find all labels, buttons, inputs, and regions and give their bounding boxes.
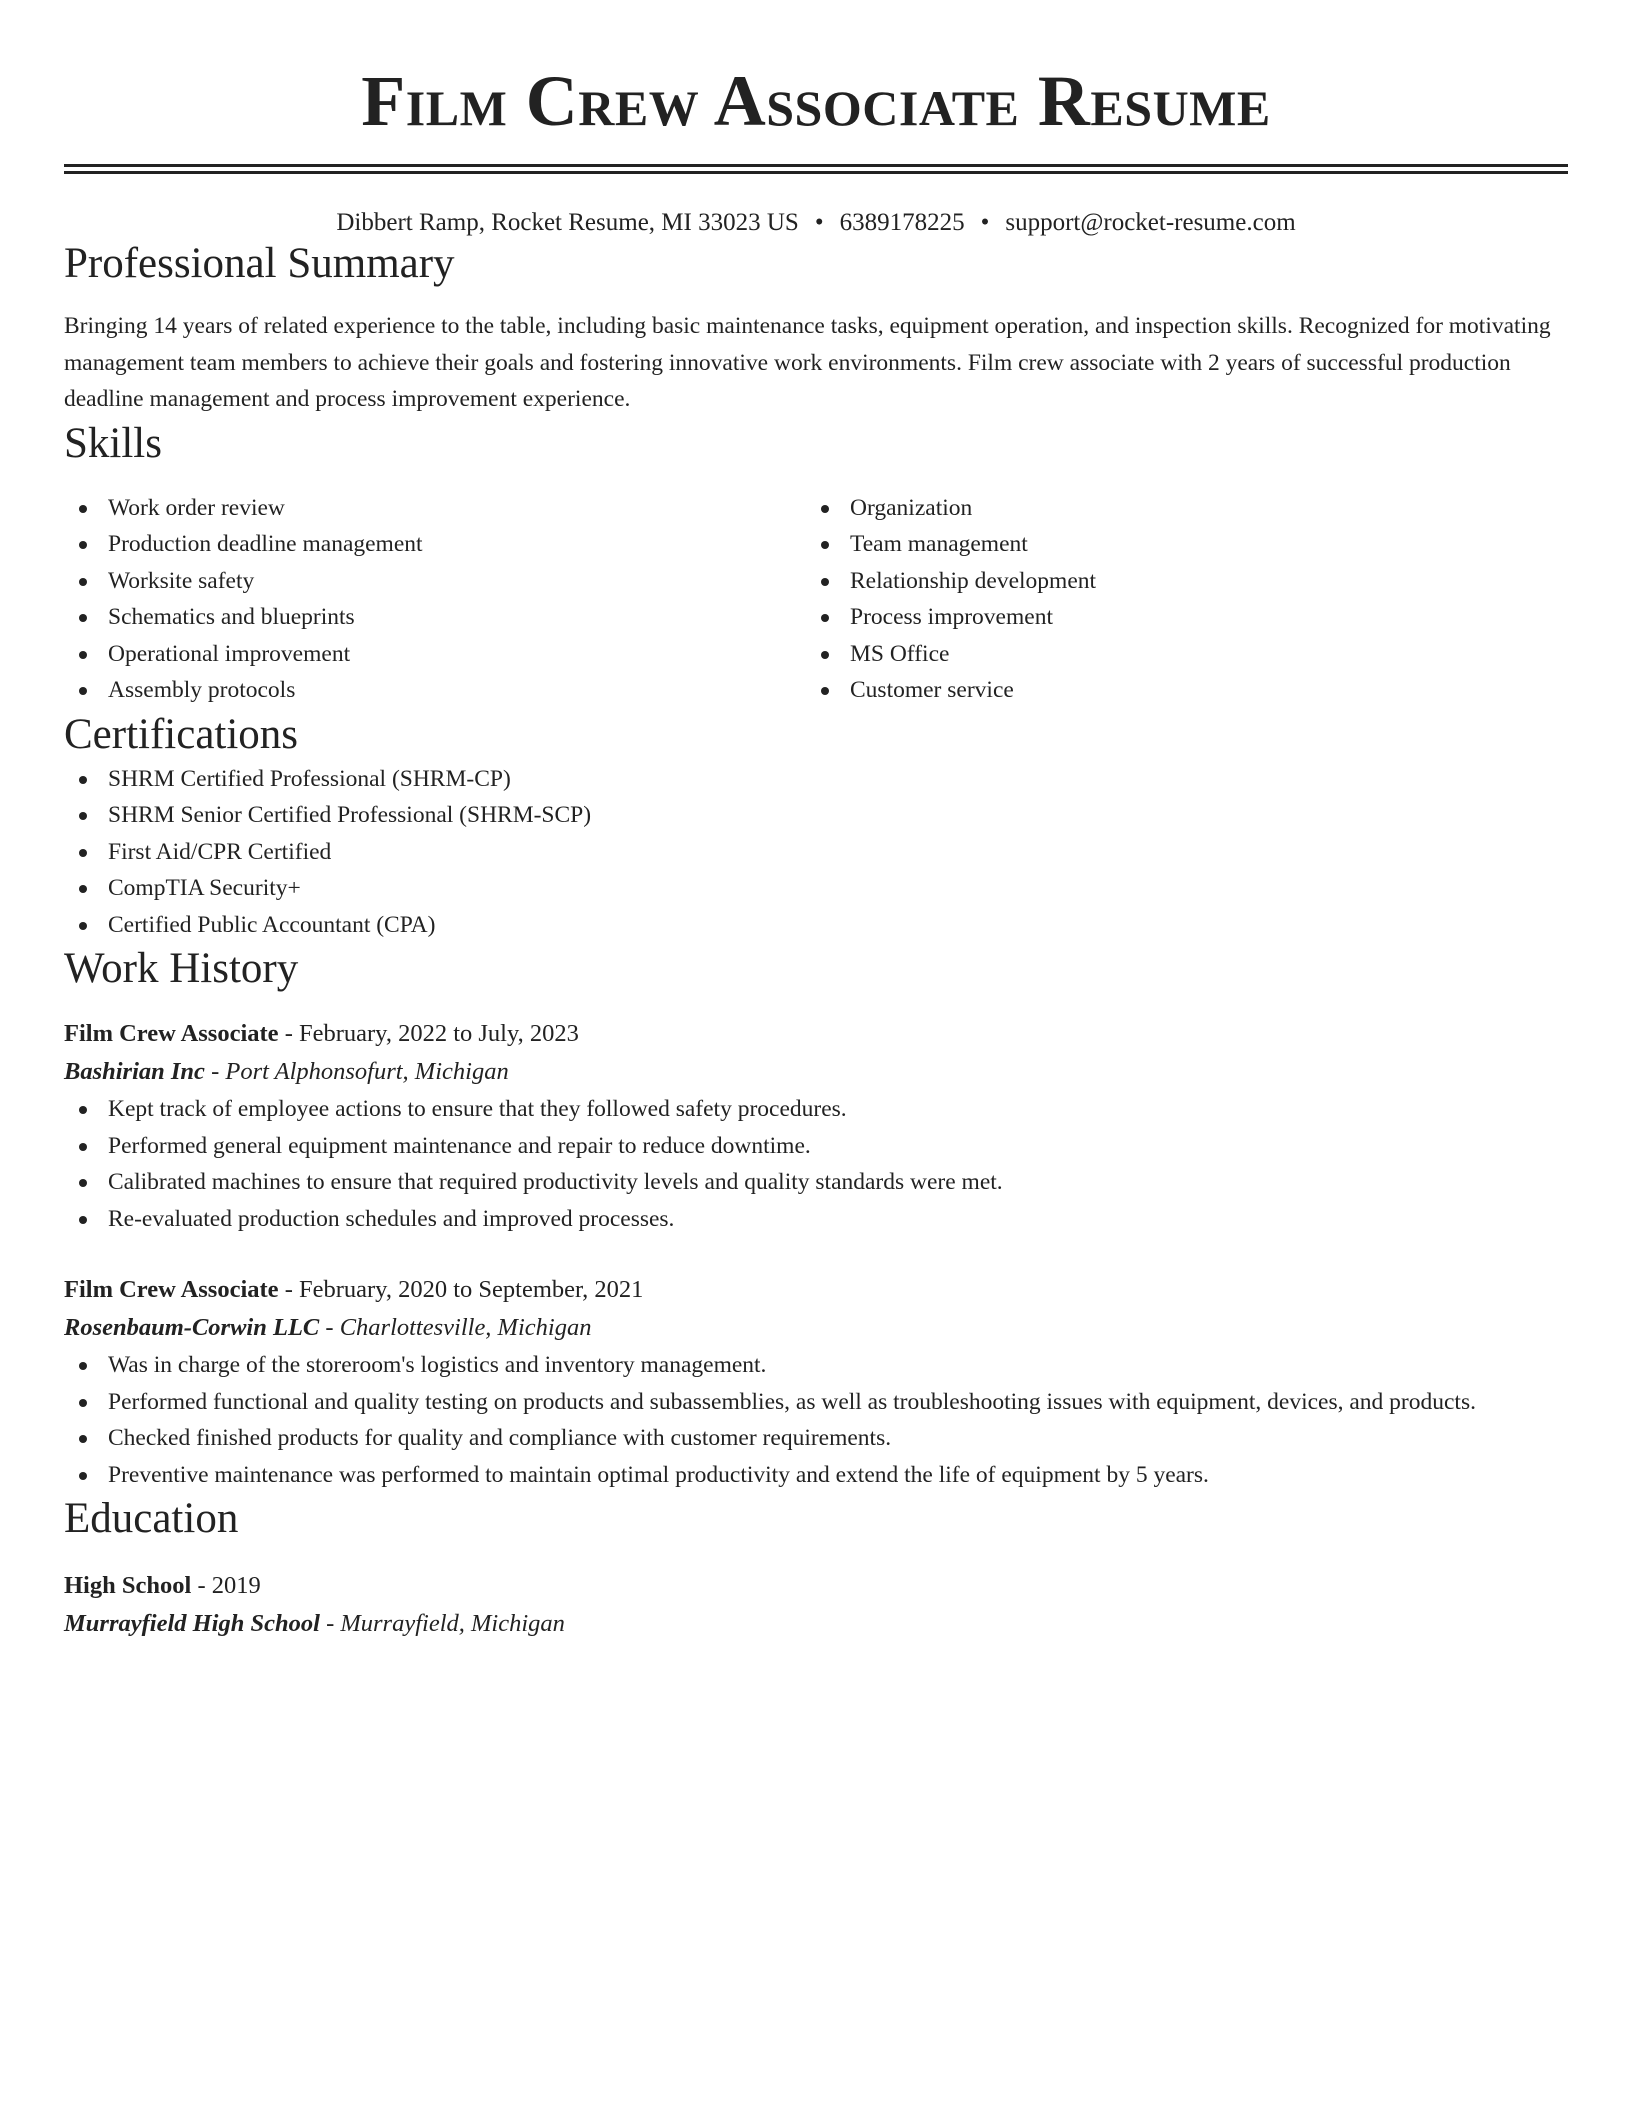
job-company: Bashirian Inc — [64, 1058, 205, 1085]
skill-item — [64, 526, 806, 563]
job-company-line — [64, 1309, 1568, 1347]
job-duties-list — [64, 1091, 1568, 1237]
bullet-dot — [821, 505, 829, 513]
skill-label: Operational improvement — [108, 640, 351, 667]
dash-separator: - — [204, 1058, 226, 1085]
skill-label: Relationship development — [850, 567, 1097, 594]
title-double-rule — [64, 164, 1568, 174]
bullet-dot — [79, 1143, 87, 1151]
education-location: Murrayfield, Michigan — [340, 1610, 565, 1637]
certification-item — [64, 797, 1568, 834]
bullet-dot — [79, 1216, 87, 1224]
skill-item — [64, 490, 806, 527]
contact-separator: • — [980, 209, 990, 236]
work-history-heading: Work History — [64, 945, 299, 992]
skill-item — [806, 599, 1548, 636]
job-duty-item — [64, 1201, 1568, 1238]
bullet-dot — [79, 505, 87, 513]
contact-line — [64, 208, 1568, 238]
skills-column-left — [64, 490, 806, 709]
education-school-line — [64, 1605, 1568, 1643]
bullet-dot — [79, 1472, 87, 1480]
bullet-dot — [79, 614, 87, 622]
job-duty-text: Kept track of employee actions to ensure that they followed safety procedures. — [108, 1096, 847, 1122]
job-entry — [64, 1015, 1568, 1237]
job-duty-text: Performed functional and quality testing on products and subassemblies, as well as troubleshooting issues with equipment, devices, and products. — [108, 1388, 1476, 1415]
bullet-dot — [821, 578, 829, 586]
education-year: 2019 — [211, 1572, 261, 1599]
certification-label: Certified Public Accountant (CPA) — [108, 911, 436, 938]
skill-label: Assembly protocols — [108, 677, 296, 703]
certification-item — [64, 907, 1568, 944]
certification-label: First Aid/CPR Certified — [108, 838, 332, 865]
skill-label: MS Office — [850, 640, 950, 667]
skill-item — [806, 672, 1548, 709]
skill-item — [64, 563, 806, 600]
skills-list-right — [806, 490, 1548, 709]
dash-separator: - — [278, 1276, 299, 1303]
bullet-dot — [79, 812, 87, 820]
skill-label: Worksite safety — [108, 567, 255, 594]
skill-item — [64, 599, 806, 636]
job-duty-text: Was in charge of the storeroom's logistics and inventory management. — [108, 1352, 767, 1378]
certification-label: CompTIA Security+ — [108, 875, 301, 901]
bullet-dot — [821, 651, 829, 659]
bullet-dot — [79, 922, 87, 930]
job-duty-item — [64, 1420, 1568, 1457]
certification-item — [64, 834, 1568, 871]
education-school: Murrayfield High School — [64, 1610, 320, 1637]
contact-address: Dibbert Ramp, Rocket Resume, MI 33023 US — [336, 209, 799, 236]
education-degree: High School — [64, 1572, 192, 1599]
skill-item — [806, 526, 1548, 563]
bullet-dot — [79, 687, 87, 695]
education-heading: Education — [64, 1495, 239, 1542]
skill-item — [64, 672, 806, 709]
education-degree-line — [64, 1567, 1568, 1605]
bullet-dot — [79, 541, 87, 549]
skill-item — [806, 490, 1548, 527]
contact-phone: 6389178225 — [839, 209, 965, 236]
job-dates: February, 2022 to July, 2023 — [298, 1020, 579, 1047]
skill-label: Customer service — [850, 677, 1014, 703]
job-duty-text: Re-evaluated production schedules and improved processes. — [108, 1205, 675, 1232]
bullet-dot — [79, 1399, 87, 1407]
job-duty-text: Performed general equipment maintenance and repair to reduce downtime. — [108, 1132, 811, 1159]
skill-label: Process improvement — [850, 604, 1053, 630]
certifications-list — [64, 761, 1568, 944]
certification-item — [64, 870, 1568, 907]
education-entry — [64, 1567, 1568, 1643]
summary-heading: Professional Summary — [64, 240, 455, 287]
job-duty-item — [64, 1384, 1568, 1421]
skill-label: Schematics and blueprints — [108, 604, 355, 630]
dash-separator: - — [191, 1572, 212, 1599]
bullet-dot — [79, 1362, 87, 1370]
summary-text: Bringing 14 years of related experience to the table, including basic maintenance tasks, equipment operation, and inspection skills. Recognized for motivating management team members to achieve their goals and fostering innovative work environments. Film crew associate with 2 years of successful production deadline management and process improvement experience. — [64, 313, 1551, 412]
resume-title: Film Crew Associate Resume — [361, 61, 1271, 141]
bullet-dot — [821, 614, 829, 622]
skill-label: Production deadline management — [108, 531, 423, 557]
bullet-dot — [79, 578, 87, 586]
bullet-dot — [821, 687, 829, 695]
job-duties-list — [64, 1347, 1568, 1493]
certification-label: SHRM Certified Professional (SHRM-CP) — [108, 765, 511, 792]
job-duty-item — [64, 1164, 1568, 1201]
bullet-dot — [79, 1435, 87, 1443]
skill-item — [806, 636, 1548, 673]
job-duty-text: Checked finished products for quality and compliance with customer requirements. — [108, 1425, 892, 1451]
skills-list-left — [64, 490, 806, 709]
certification-label: SHRM Senior Certified Professional (SHRM-SCP) — [108, 802, 592, 828]
skill-item — [64, 636, 806, 673]
dash-separator: - — [319, 1314, 340, 1341]
job-duty-item — [64, 1457, 1568, 1494]
job-duty-item — [64, 1128, 1568, 1165]
bullet-dot — [79, 885, 87, 893]
bullet-dot — [79, 1179, 87, 1187]
certifications-heading: Certifications — [64, 710, 299, 758]
job-duty-item — [64, 1091, 1568, 1128]
job-duty-item — [64, 1347, 1568, 1384]
skill-item — [806, 563, 1548, 600]
bullet-dot — [79, 776, 87, 784]
skill-label: Team management — [850, 531, 1028, 557]
certification-item — [64, 761, 1568, 798]
job-duty-text: Calibrated machines to ensure that required productivity levels and quality standards were met. — [108, 1169, 1003, 1195]
bullet-dot — [79, 849, 87, 857]
skills-heading: Skills — [64, 419, 162, 467]
skills-grid — [64, 490, 1568, 709]
job-location: Charlottesville, Michigan — [339, 1314, 592, 1341]
skill-label: Organization — [850, 494, 973, 521]
skill-label: Work order review — [108, 494, 285, 521]
bullet-dot — [79, 1106, 87, 1114]
contact-email: support@rocket-resume.com — [1005, 209, 1296, 236]
job-location: Port Alphonsofurt, Michigan — [225, 1058, 509, 1085]
job-entry — [64, 1271, 1568, 1493]
job-title: Film Crew Associate — [64, 1276, 279, 1303]
job-dates: February, 2020 to September, 2021 — [298, 1276, 644, 1303]
job-company-line — [64, 1053, 1568, 1091]
job-title: Film Crew Associate — [64, 1020, 279, 1047]
job-duty-text: Preventive maintenance was performed to maintain optimal productivity and extend the life of equipment by 5 years. — [108, 1461, 1209, 1488]
dash-separator: - — [319, 1610, 341, 1637]
bullet-dot — [79, 651, 87, 659]
dash-separator: - — [278, 1020, 299, 1047]
skills-column-right — [806, 490, 1548, 709]
job-company: Rosenbaum-Corwin LLC — [64, 1314, 320, 1341]
contact-separator: • — [814, 209, 824, 236]
job-title-line — [64, 1015, 1568, 1053]
bullet-dot — [821, 541, 829, 549]
job-title-line — [64, 1271, 1568, 1309]
